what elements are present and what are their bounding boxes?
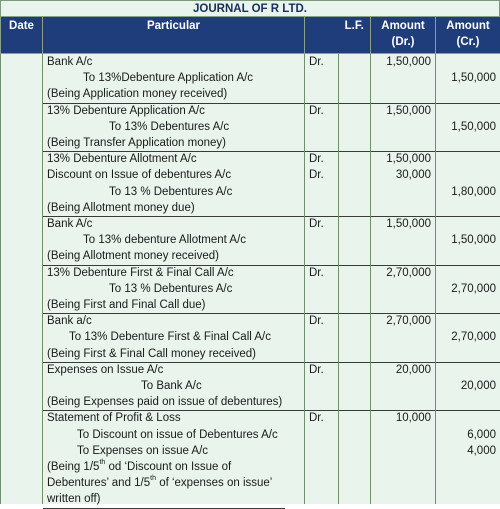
journal-table	[0, 16, 500, 504]
lf-cell	[339, 346, 370, 363]
dr-marker	[305, 378, 338, 394]
entry-particular: To 13% debenture Allotment A/c	[43, 232, 304, 248]
dr-marker	[305, 70, 338, 86]
lf-cell	[339, 151, 370, 167]
debit-amount: 10,000	[371, 410, 435, 426]
debit-amount: 1,50,000	[371, 54, 435, 70]
entry-particular: Bank a/c	[43, 313, 304, 329]
entry-particular: Discount on Issue of debentures A/c	[43, 167, 304, 183]
dr-marker: Dr.	[305, 103, 338, 119]
header-row	[1, 17, 500, 54]
header-date: Date	[1, 17, 43, 54]
particular-column	[43, 54, 305, 505]
dr-marker: Dr.	[305, 151, 338, 167]
entry-particular: 13% Debenture First & Final Call A/c	[43, 265, 304, 281]
lf-cell	[339, 103, 370, 119]
entry-particular: Bank A/c	[43, 54, 304, 70]
entry-particular: To Bank A/c	[43, 378, 304, 394]
lf-cell	[339, 362, 370, 378]
dr-marker: Dr.	[305, 410, 338, 426]
debit-amount	[371, 427, 435, 443]
lf-column	[339, 54, 371, 505]
credit-amount	[436, 297, 500, 314]
narration-line: (Being Application money received)	[43, 86, 304, 103]
entry-particular: To 13%Debenture Application A/c	[43, 70, 304, 86]
debit-amount	[371, 200, 435, 217]
dr-marker	[305, 443, 338, 459]
lf-cell	[339, 86, 370, 103]
credit-amount: 6,000	[436, 427, 500, 443]
credit-amount	[436, 362, 500, 378]
narration-line: (Being Allotment money received)	[43, 248, 304, 265]
dr-marker	[305, 248, 338, 265]
credit-amount	[436, 394, 500, 411]
narration-line: (Being 1/5th od ‘Discount on Issue of	[43, 459, 304, 475]
journal-title: JOURNAL OF R LTD.	[0, 0, 500, 17]
dr-marker	[305, 329, 338, 345]
debit-amount	[371, 346, 435, 363]
debit-amount	[371, 119, 435, 135]
dr-marker: Dr.	[305, 54, 338, 70]
dr-marker	[305, 346, 338, 363]
credit-amount	[436, 346, 500, 363]
credit-amount	[436, 103, 500, 119]
narration-line: written off)	[43, 491, 285, 508]
dr-marker	[305, 200, 338, 217]
credit-amount	[436, 265, 500, 281]
debit-amount: 1,50,000	[371, 151, 435, 167]
entry-particular: To Expenses on issue A/c	[43, 443, 304, 459]
debit-amount	[371, 281, 435, 297]
lf-cell	[339, 329, 370, 345]
credit-amount: 4,000	[436, 443, 500, 459]
lf-cell	[339, 313, 370, 329]
credit-amount	[436, 167, 500, 183]
debit-amount: 20,000	[371, 362, 435, 378]
credit-amount	[436, 248, 500, 265]
lf-cell	[339, 281, 370, 297]
credit-amount	[436, 216, 500, 232]
debit-amount	[371, 248, 435, 265]
lf-cell	[339, 54, 370, 70]
dr-marker: Dr.	[305, 313, 338, 329]
dr-marker	[305, 281, 338, 297]
entry-particular: Bank A/c	[43, 216, 304, 232]
lf-cell	[339, 248, 370, 265]
dr-marker	[305, 119, 338, 135]
debit-column	[371, 54, 436, 505]
credit-amount	[436, 86, 500, 103]
narration-line: (Being Allotment money due)	[43, 200, 304, 217]
credit-amount: 1,50,000	[436, 70, 500, 86]
debit-amount: 1,50,000	[371, 103, 435, 119]
credit-amount: 1,80,000	[436, 184, 500, 200]
lf-cell	[339, 167, 370, 183]
lf-cell	[339, 216, 370, 232]
entry-particular: To Discount on issue of Debentures A/c	[43, 427, 304, 443]
debit-amount	[371, 297, 435, 314]
credit-amount	[436, 200, 500, 217]
lf-cell	[339, 184, 370, 200]
lf-cell	[339, 135, 370, 152]
debit-amount	[371, 378, 435, 394]
credit-amount: 20,000	[436, 378, 500, 394]
lf-cell	[339, 378, 370, 394]
credit-amount	[436, 313, 500, 329]
lf-cell	[339, 427, 370, 443]
credit-amount	[436, 151, 500, 167]
lf-cell	[339, 232, 370, 248]
credit-amount: 2,70,000	[436, 281, 500, 297]
entry-particular: To 13 % Debentures A/c	[43, 184, 304, 200]
debit-amount	[371, 184, 435, 200]
lf-cell	[339, 394, 370, 411]
credit-amount	[436, 135, 500, 152]
entry-particular: Statement of Profit & Loss	[43, 410, 304, 426]
credit-amount	[436, 54, 500, 70]
debit-amount	[371, 135, 435, 152]
dr-marker: Dr.	[305, 362, 338, 378]
debit-amount	[371, 86, 435, 103]
credit-amount: 2,70,000	[436, 329, 500, 345]
debit-amount	[371, 232, 435, 248]
body-row	[1, 54, 500, 505]
narration-line: (Being First & Final Call money received)	[43, 346, 304, 363]
header-amount-cr: Amount (Cr.)	[436, 17, 500, 54]
credit-amount: 1,50,000	[436, 119, 500, 135]
entry-particular: Expenses on Issue A/c	[43, 362, 304, 378]
dr-column	[305, 54, 339, 505]
lf-cell	[339, 297, 370, 314]
lf-cell	[339, 410, 370, 426]
dr-marker	[305, 184, 338, 200]
entry-particular: To 13% Debenture First & Final Call A/c	[43, 329, 304, 345]
credit-amount: 1,50,000	[436, 232, 500, 248]
narration-line: (Being Transfer Application money)	[43, 135, 304, 152]
debit-amount: 30,000	[371, 167, 435, 183]
lf-cell	[339, 200, 370, 217]
header-particular: Particular	[43, 17, 305, 54]
entry-particular: To 13% Debentures A/c	[43, 119, 304, 135]
dr-marker: Dr.	[305, 265, 338, 281]
dr-marker	[305, 297, 338, 314]
debit-amount: 1,50,000	[371, 216, 435, 232]
header-amount-dr: Amount (Dr.)	[371, 17, 436, 54]
entry-particular: 13% Debenture Application A/c	[43, 103, 304, 119]
credit-amount	[436, 410, 500, 426]
credit-column	[436, 54, 500, 505]
debit-amount: 2,70,000	[371, 313, 435, 329]
narration-line: (Being Expenses paid on issue of debentures)	[43, 394, 304, 411]
date-column	[1, 54, 43, 505]
dr-marker	[305, 86, 338, 103]
dr-marker	[305, 135, 338, 152]
debit-amount	[371, 394, 435, 411]
narration-line: (Being First and Final Call due)	[43, 297, 304, 314]
debit-amount: 2,70,000	[371, 265, 435, 281]
lf-cell	[339, 119, 370, 135]
lf-cell	[339, 443, 370, 459]
dr-marker	[305, 232, 338, 248]
dr-marker	[305, 427, 338, 443]
debit-amount	[371, 443, 435, 459]
entry-particular: 13% Debenture Allotment A/c	[43, 151, 304, 167]
debit-amount	[371, 70, 435, 86]
dr-marker	[305, 394, 338, 411]
entry-particular: To 13 % Debentures A/c	[43, 281, 304, 297]
narration-line: Debentures’ and 1/5th of ‘expenses on issue’	[43, 475, 304, 491]
dr-marker: Dr.	[305, 216, 338, 232]
header-lf: L.F.	[339, 17, 371, 54]
dr-marker: Dr.	[305, 167, 338, 183]
lf-cell	[339, 70, 370, 86]
debit-amount	[371, 329, 435, 345]
lf-cell	[339, 265, 370, 281]
